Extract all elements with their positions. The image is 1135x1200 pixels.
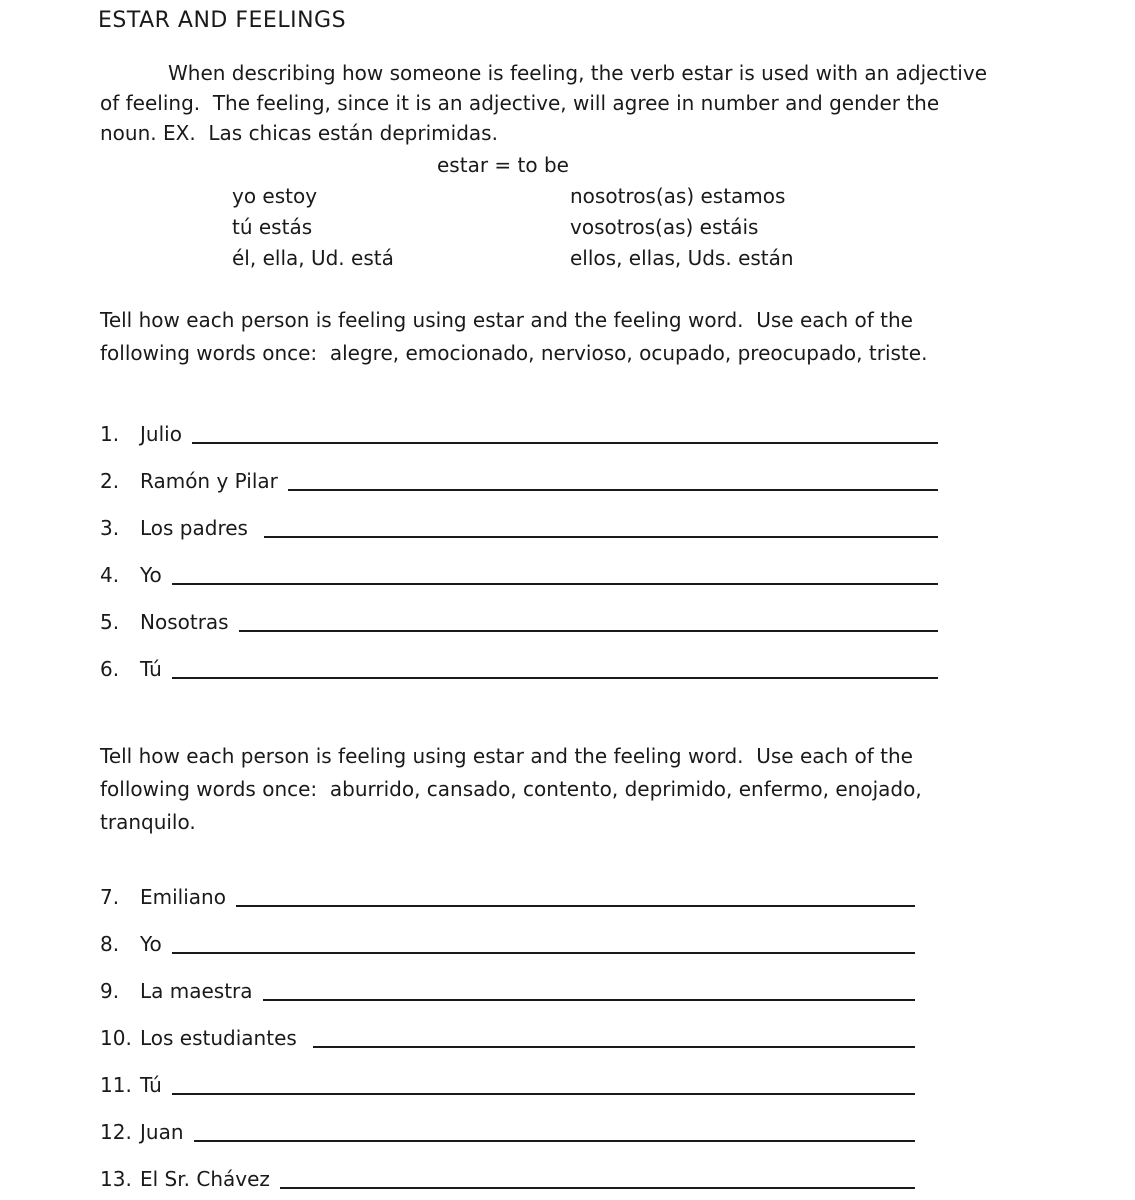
item-number: 13. xyxy=(100,1167,132,1191)
instructions-line: following words once: alegre, emocionado, nervioso, ocupado, preocupado, triste. xyxy=(100,341,928,365)
instructions-line: following words once: aburrido, cansado, contento, deprimido, enfermo, enojado, xyxy=(100,777,922,801)
item-number: 2. xyxy=(100,469,120,493)
item-label: Los estudiantes xyxy=(140,1026,304,1050)
worksheet-row xyxy=(100,910,915,957)
worksheet-row xyxy=(100,957,915,1004)
item-number: 12. xyxy=(100,1120,132,1144)
instructions-line: Tell how each person is feeling using estar and the feeling word. Use each of the xyxy=(100,308,913,332)
item-number: 8. xyxy=(100,932,120,956)
answer-blank xyxy=(263,999,915,1001)
item-label: Tú xyxy=(140,657,162,681)
exercise1-instructions xyxy=(100,304,1135,370)
conjugation-row xyxy=(232,212,1135,243)
conjugation-singular: yo estoy xyxy=(232,184,318,208)
item-label: Los padres xyxy=(140,516,255,540)
worksheet-row xyxy=(100,1051,915,1098)
answer-blank xyxy=(172,583,938,585)
exercise1-list xyxy=(100,400,938,682)
conjugation-heading: estar = to be xyxy=(437,153,569,177)
answer-blank xyxy=(264,536,938,538)
instructions-line: tranquilo. xyxy=(100,810,196,834)
instructions-line: Tell how each person is feeling using estar and the feeling word. Use each of the xyxy=(100,744,913,768)
item-label: Emiliano xyxy=(140,885,226,909)
item-label: Nosotras xyxy=(140,610,229,634)
item-number: 7. xyxy=(100,885,120,909)
item-number: 6. xyxy=(100,657,120,681)
worksheet-row xyxy=(100,1098,915,1145)
item-label: Julio xyxy=(140,422,182,446)
answer-blank xyxy=(288,489,938,491)
item-number: 1. xyxy=(100,422,120,446)
item-label: Tú xyxy=(140,1073,162,1097)
page-title: ESTAR AND FEELINGS xyxy=(98,8,347,33)
answer-blank xyxy=(172,952,915,954)
item-number: 9. xyxy=(100,979,120,1003)
answer-blank xyxy=(280,1187,915,1189)
item-label: El Sr. Chávez xyxy=(140,1167,270,1191)
item-number: 3. xyxy=(100,516,120,540)
item-label: Ramón y Pilar xyxy=(140,469,278,493)
answer-blank xyxy=(236,905,915,907)
answer-blank xyxy=(313,1046,915,1048)
worksheet-row xyxy=(100,447,938,494)
intro-line: When describing how someone is feeling, the verb estar is used with an adjective xyxy=(168,61,988,85)
worksheet-row xyxy=(100,541,938,588)
worksheet-row xyxy=(100,635,938,682)
conjugation-singular: él, ella, Ud. está xyxy=(232,246,394,270)
worksheet-row xyxy=(100,863,915,910)
answer-blank xyxy=(172,1093,915,1095)
intro-line: noun. EX. Las chicas están deprimidas. xyxy=(100,121,498,145)
item-number: 5. xyxy=(100,610,120,634)
conjugation-row xyxy=(232,181,1135,212)
item-label: Yo xyxy=(140,563,162,587)
answer-blank xyxy=(192,442,938,444)
intro-line: of feeling. The feeling, since it is an adjective, will agree in number and gender the xyxy=(100,91,940,115)
exercise2-list xyxy=(100,863,915,1192)
answer-blank xyxy=(194,1140,915,1142)
item-number: 4. xyxy=(100,563,120,587)
item-label: Juan xyxy=(140,1120,184,1144)
worksheet-row xyxy=(100,400,938,447)
worksheet-row xyxy=(100,1145,915,1192)
conjugation-plural: ellos, ellas, Uds. están xyxy=(570,246,794,270)
answer-blank xyxy=(172,677,938,679)
conjugation-row xyxy=(232,243,1135,274)
conjugation-singular: tú estás xyxy=(232,215,313,239)
item-label: La maestra xyxy=(140,979,253,1003)
item-number: 11. xyxy=(100,1073,132,1097)
worksheet-row xyxy=(100,1004,915,1051)
conjugation-table xyxy=(232,181,1135,274)
conjugation-plural: vosotros(as) estáis xyxy=(570,215,759,239)
conjugation-plural: nosotros(as) estamos xyxy=(570,184,786,208)
answer-blank xyxy=(239,630,938,632)
item-number: 10. xyxy=(100,1026,132,1050)
exercise2-instructions xyxy=(100,740,1135,839)
worksheet-row xyxy=(100,494,938,541)
item-label: Yo xyxy=(140,932,162,956)
intro-paragraph xyxy=(100,58,1135,148)
worksheet-row xyxy=(100,588,938,635)
